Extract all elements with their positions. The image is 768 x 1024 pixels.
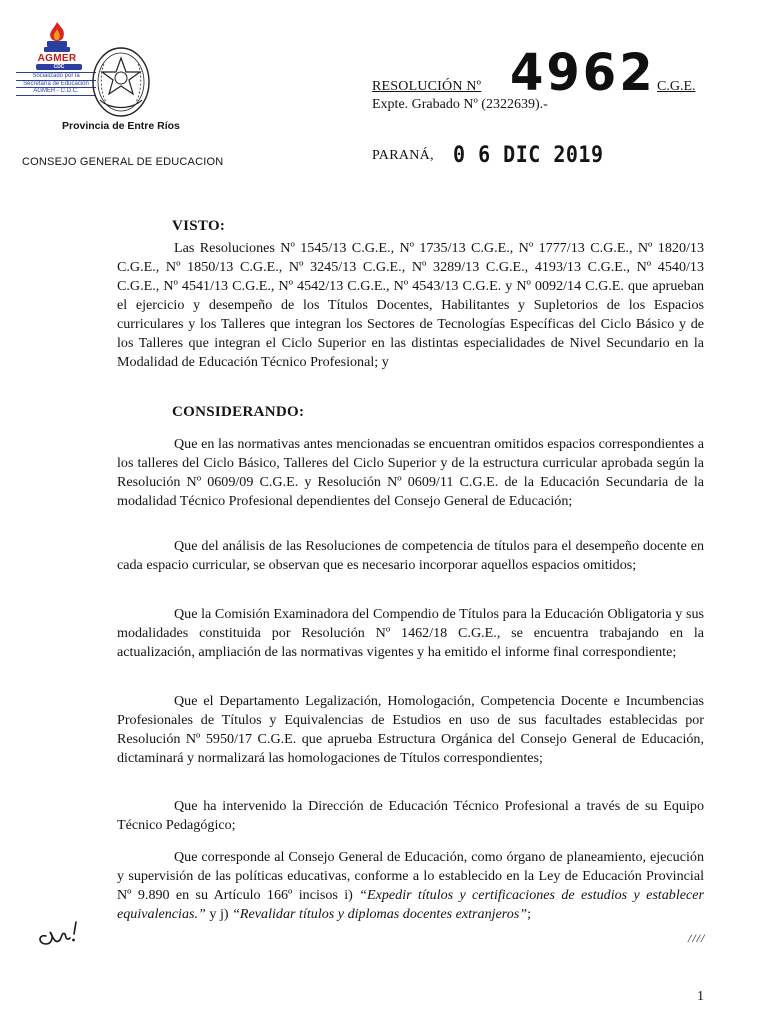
expediente-number: Expte. Grabado Nº (2322639).- (372, 97, 548, 112)
handwritten-initials-icon (32, 914, 92, 948)
considerando-paragraph: Que la Comisión Examinadora del Compendio de Títulos para la Educación Obligatoria y sus modalidades constituida por Resolución Nº 1462/18 C.G.E., se encuentra trabajando en la actualización, ampliación de las normativas vigentes y ha emitido el informe final correspondiente; (117, 606, 704, 660)
considerando-paragraph-law (117, 848, 704, 924)
resolution-suffix: C.G.E. (657, 79, 696, 94)
resolution-label: RESOLUCIÓN Nº (372, 79, 482, 94)
stamp-line: Secretaría de Educación (16, 80, 96, 88)
considerando-paragraph: Que en las normativas antes mencionadas se encuentran omitidos espacios correspondientes a los talleres del Ciclo Básico, Talleres del Ciclo Superior y de la estructura curricular aprobada según la Resolución Nº 0609/09 C.G.E. y Resolución Nº 0609/11 C.G.E. de la Educación Secundaria de la modalidad Técnico Profesional dependientes del Consejo General de Educación; (117, 436, 704, 509)
visto-heading: VISTO: (172, 218, 226, 234)
law-text: y j) (205, 906, 233, 922)
considerando-paragraph: Que del análisis de las Resoluciones de competencia de títulos para el desempeño docente en cada espacio curricular, se observan que es necesario incorporar aquellos espacios omitidos; (117, 538, 704, 573)
council-name: CONSEJO GENERAL DE EDUCACION (22, 156, 224, 168)
agmer-badge: CDC (36, 64, 82, 70)
city-label: PARANÁ, (372, 148, 434, 163)
province-name: Provincia de Entre Ríos (62, 120, 180, 132)
considerando-paragraph: Que ha intervenido la Dirección de Educación Técnico Profesional a través de su Equipo Técnico Pedagógico; (117, 798, 704, 833)
resolution-number: 4962 (510, 44, 656, 103)
considerando-paragraph: Que el Departamento Legalización, Homologación, Competencia Docente e Incumbencias Profesionales de Títulos y Equivalencias de Estudios en uso de sus facultades establecidas por Resolución Nº 5950/17 C.G.E. que aprueba Estructura Orgánica del Consejo General de Educación, dictaminará y normalizará las homologaciones de Títulos correspondientes; (117, 693, 704, 766)
visto-paragraph: Las Resoluciones Nº 1545/13 C.G.E., Nº 1735/13 C.G.E., Nº 1777/13 C.G.E., Nº 1820/13 C.G.E., Nº 1850/13 C.G.E., Nº 3245/13 C.G.E., Nº 3289/13 C.G.E., 4193/13 C.G.E., Nº 4540/13 C.G.E., Nº 4541/13 C.G.E., Nº 4542/13 C.G.E., Nº 4543/13 C.G.E. y Nº 0092/14 C.G.E. que aprueban el ejercicio y desempeño de los Títulos Docentes, Habilitantes y Supletorios de los Espacios curriculares y los Talleres que integran los Sectores de Tecnologías Específicas del Ciclo Básico y de los Talleres que integran el Ciclo Superior en las distintas especialidades de Nivel Secundario en la Modalidad de Educación Técnico Profesional; y (117, 240, 704, 370)
stamp-line: Socializado por la (16, 72, 96, 80)
stamp-line: AGMER - C.D.C. (16, 87, 96, 96)
torch-flame-icon (39, 20, 75, 54)
page-number: 1 (697, 989, 704, 1004)
date-stamp: 0 6 DIC 2019 (453, 141, 604, 168)
agmer-stamp (16, 20, 98, 94)
law-text: Que corresponde al Consejo General de Educación, como órgano de planeamiento, ejecución y supervisión de las políticas educativas, conforme a lo establecido en la Ley de Educación Provincial Nº 9.890 en su Artículo 166º incisos i) (117, 849, 704, 903)
law-quote: “Revalidar títulos y diplomas docentes extranjeros” (232, 906, 528, 922)
law-quote: “Expedir títulos y certificaciones de estudios y establecer equivalencias.” (117, 887, 704, 922)
provincial-crest-icon (90, 44, 152, 122)
considerando-heading: CONSIDERANDO: (172, 404, 305, 420)
law-text: ; (527, 906, 532, 922)
agmer-name: AGMER (37, 53, 77, 64)
continuation-mark: //// (688, 931, 706, 945)
